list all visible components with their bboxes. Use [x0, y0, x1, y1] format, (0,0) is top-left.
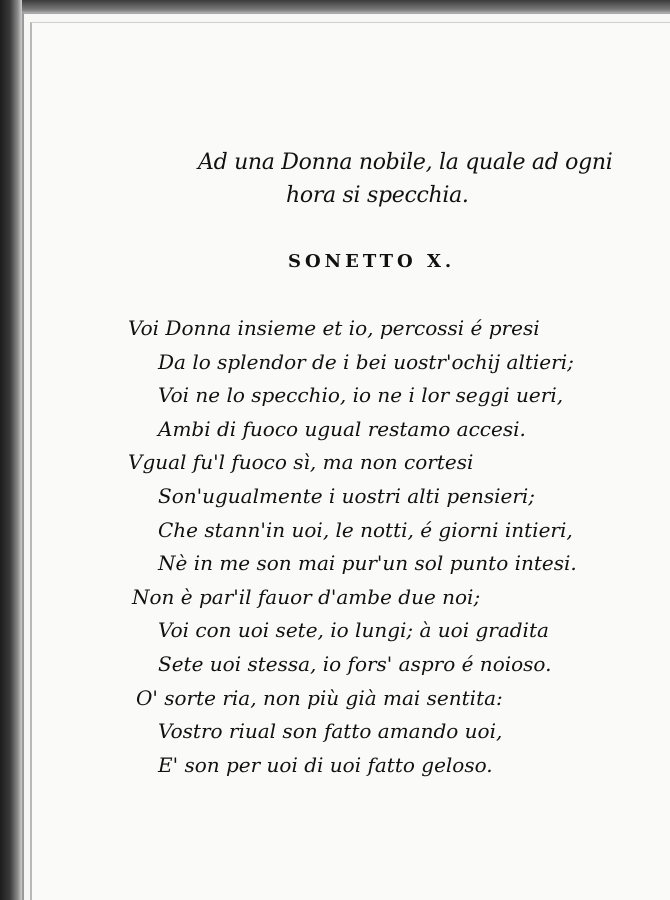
verse-line: Nè in me son mai pur'un sol punto intesi. — [158, 551, 577, 576]
verse-line: E' son per uoi di uoi fatto geloso. — [158, 752, 493, 777]
poem-dedication-heading — [190, 146, 630, 212]
verse-line: Voi ne lo specchio, io ne i lor seggi ueri, — [158, 383, 564, 408]
verse-line: Son'ugualmente i uostri alti pensieri; — [158, 483, 536, 508]
verse-line: Che stann'in uoi, le notti, é giorni intieri, — [158, 517, 573, 542]
verse-line: Voi con uoi sete, io lungi; à uoi gradita — [158, 618, 549, 643]
verse-line: Sete uoi stessa, io fors' aspro é noioso. — [158, 651, 552, 676]
heading-line-2: hora si specchia. — [286, 183, 469, 208]
verse-line: Vostro riual son fatto amando uoi, — [158, 719, 503, 744]
verse-line: Vgual fu'l fuoco sì, ma non cortesi — [128, 450, 474, 475]
heading-line-1: Ad una Donna nobile, la quale ad ogni — [198, 150, 613, 175]
verse-line: Da lo splendor de i bei uostr'ochij altieri; — [158, 349, 574, 374]
sonnet-body — [128, 312, 588, 782]
verse-line: Non è par'il fauor d'ambe due noi; — [132, 584, 481, 609]
verse-line: Ambi di fuoco ugual restamo accesi. — [158, 416, 526, 441]
verse-line: O' sorte ria, non più già mai sentita: — [136, 685, 503, 710]
sonnet-title: SONETTO X. — [288, 251, 456, 272]
verse-line: Voi Donna insieme et io, percossi é presi — [128, 316, 540, 340]
